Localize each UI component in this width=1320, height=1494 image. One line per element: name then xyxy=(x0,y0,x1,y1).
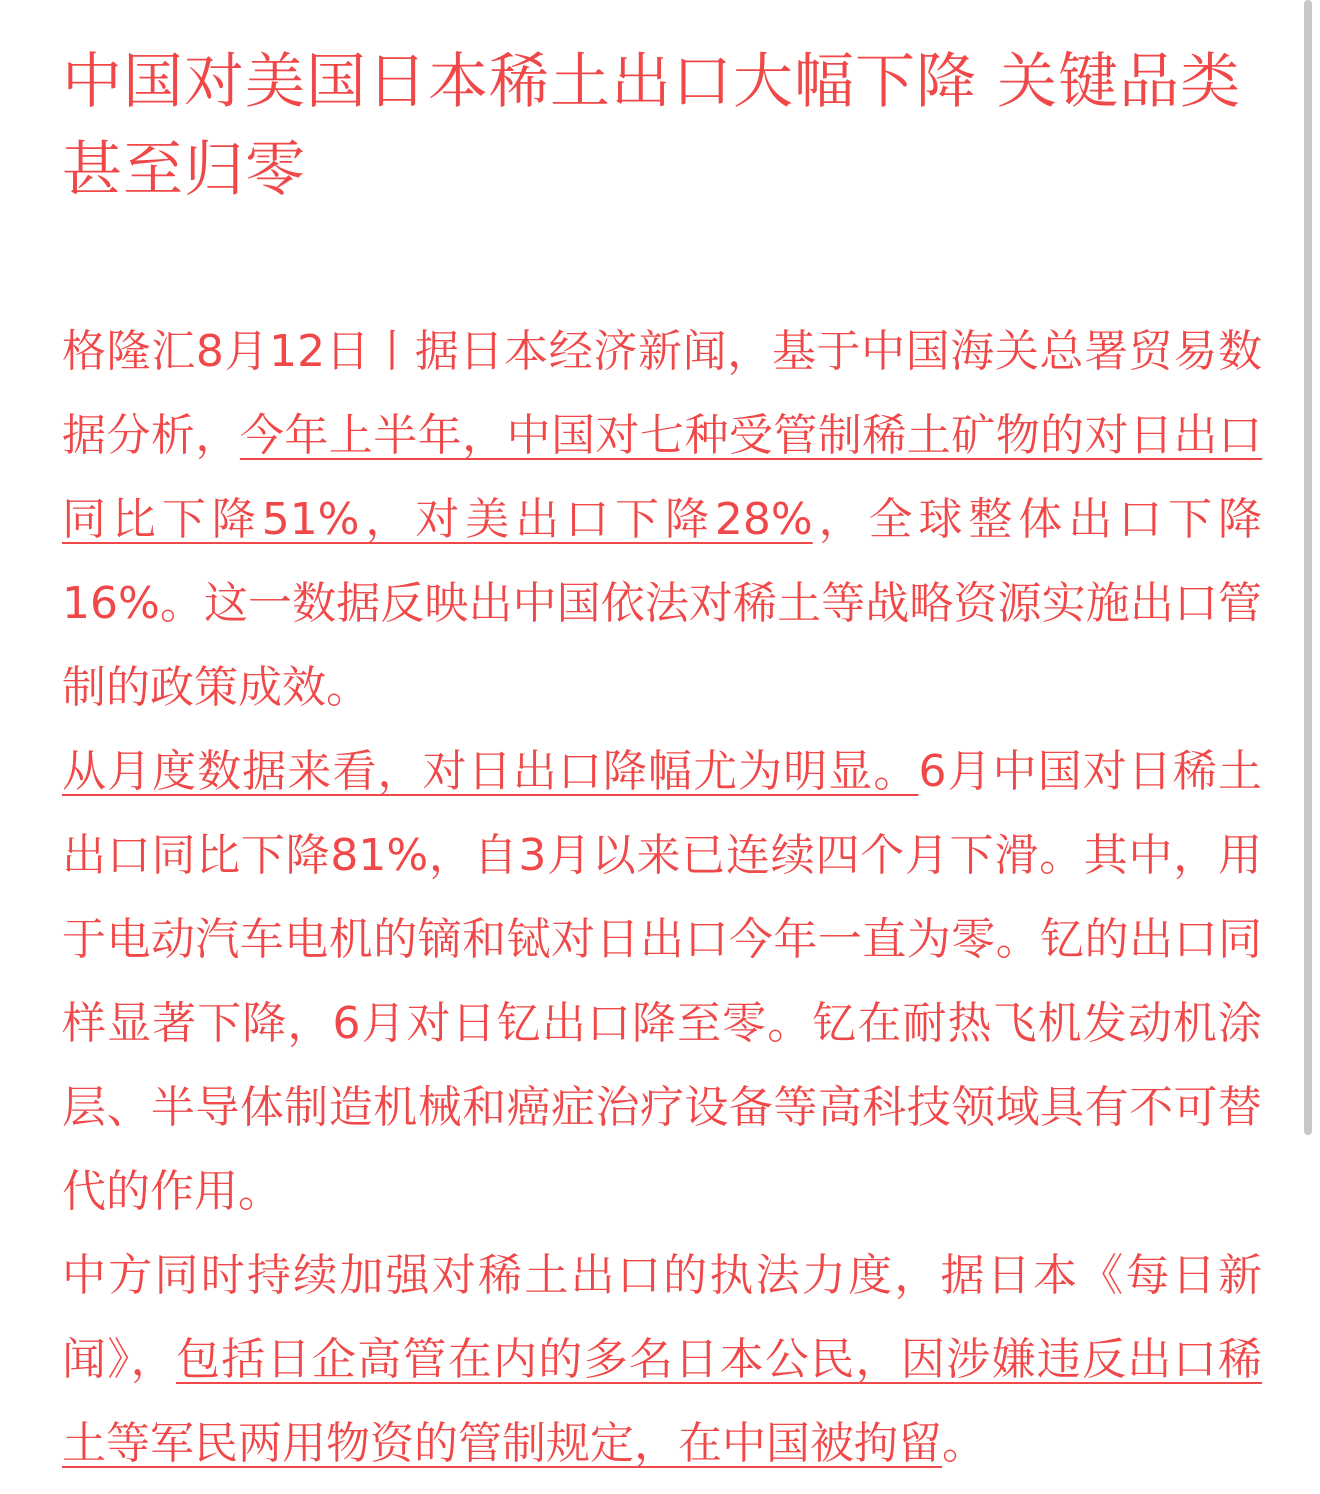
paragraph-2-underlined: 从月度数据来看，对日出口降幅尤为明显。 xyxy=(62,746,919,797)
paragraph-2 xyxy=(62,730,1262,1234)
vertical-scrollbar[interactable] xyxy=(1304,0,1312,1135)
paragraph-2-tail: 6月中国对日稀土出口同比下降81%，自3月以来已连续四个月下滑。其中，用于电动汽车电机的镝和铽对日出口今年一直为零。钇的出口同样显著下降，6月对日钇出口降至零。钇在耐热飞机发动机涂层、半导体制造机械和癌症治疗设备等高科技领域具有不可替代的作用。 xyxy=(62,746,1263,1217)
paragraph-3-underlined: 包括日企高管在内的多名日本公民，因涉嫌违反出口稀土等军民两用物资的管制规定，在中国被拘留 xyxy=(62,1334,1263,1469)
article xyxy=(62,38,1262,1486)
paragraph-3-tail: 。 xyxy=(942,1418,986,1469)
paragraph-1-tail: ，全球整体出口下降16%。这一数据反映出中国依法对稀土等战略资源实施出口管制的政策成效。 xyxy=(62,494,1263,713)
article-body xyxy=(62,310,1262,1486)
paragraph-3-lead: 中方同时持续加强对稀土出口的执法力度，据日本《每日新闻》， xyxy=(62,1250,1262,1385)
article-title: 中国对美国日本稀土出口大幅下降 关键品类甚至归零 xyxy=(62,47,1242,205)
paragraph-1-underlined: 今年上半年，中国对七种受管制稀土矿物的对日出口同比下降51%，对美出口下降28% xyxy=(62,410,1263,545)
paragraph-1-lead: 格隆汇8月12日丨据日本经济新闻，基于中国海关总署贸易数据分析， xyxy=(62,326,1262,461)
paragraph-1 xyxy=(62,310,1262,730)
paragraph-3 xyxy=(62,1234,1262,1486)
